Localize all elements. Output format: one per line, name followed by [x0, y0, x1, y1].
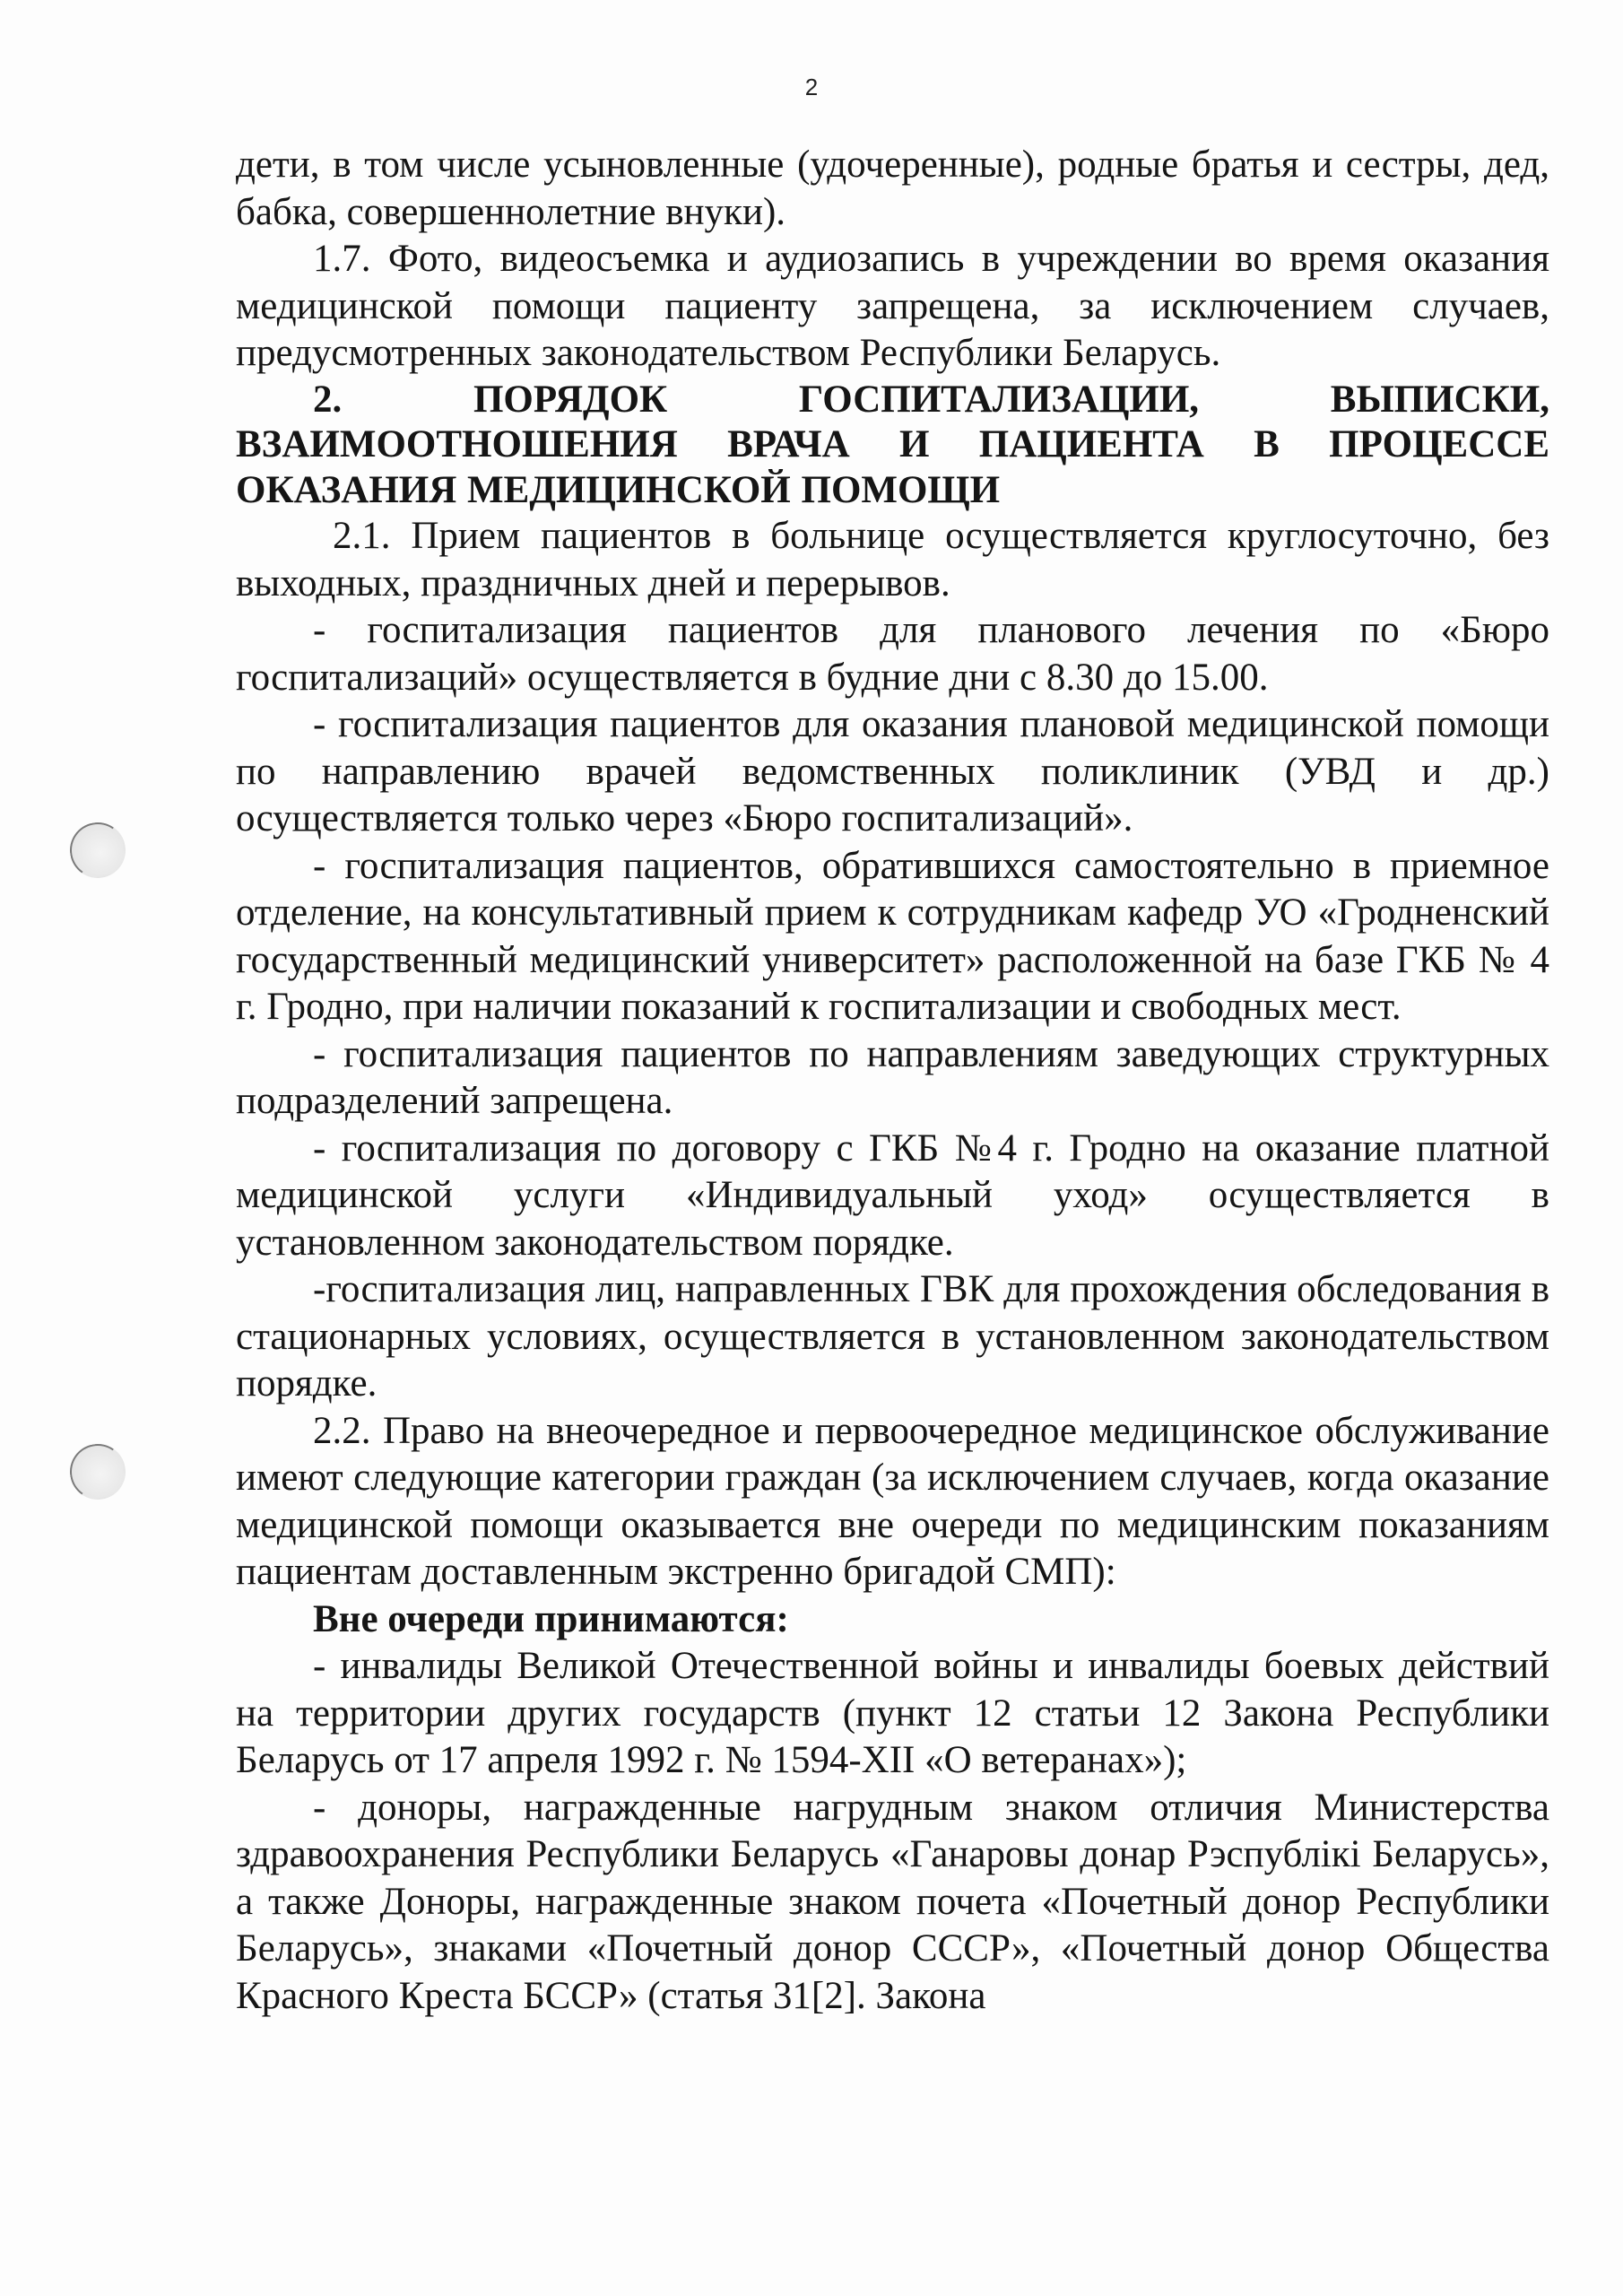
paragraph-continuation: дети, в том числе усыновленные (удочеренные), родные братья и сестры, дед, бабка, совершеннолетние внуки). — [236, 144, 1549, 233]
paragraph-2-2: 2.2. Право на внеочередное и первоочередное медицинское обслуживание имеют следующие категории граждан (за исключением случаев, когда оказание медицинской помощи оказывается вне очереди по медицинским показаниям пациентам доставленным экстренно бригадой СМП): — [236, 1409, 1549, 1593]
list-item-self-referral: - госпитализация пациентов, обратившихся самостоятельно в приемное отделение, на консультативный прием к сотрудникам кафедр УО «Гродненский государственный медицинский университет» расположенной на базе ГКБ № 4 г. Гродно, при наличии показаний к госпитализации и свободных мест. — [236, 844, 1549, 1028]
document-body — [236, 142, 1549, 2020]
page-number: 2 — [804, 74, 819, 100]
list-item-departmental-polyclinics: - госпитализация пациентов для оказания плановой медицинской помощи по направлению врачей ведомственных поликлиник (УВД и др.) осуществляется только через «Бюро госпитализаций». — [236, 703, 1549, 839]
list-item-gvk-referral: -госпитализация лиц, направленных ГВК для прохождения обследования в стационарных условиях, осуществляется в установленном законодательством порядке. — [236, 1268, 1549, 1405]
punch-hole-top — [65, 818, 130, 883]
paragraph-2-1: 2.1. Прием пациентов в больнице осуществляется круглосуточно, без выходных, праздничных дней и перерывов. — [236, 515, 1549, 604]
list-item-planned-hospitalization: - госпитализация пациентов для планового лечения по «Бюро госпитализаций» осуществляется в будние дни с 8.30 до 15.00. — [236, 609, 1549, 699]
paragraph-1-7: 1.7. Фото, видеосъемка и аудиозапись в учреждении во время оказания медицинской помощи пациенту запрещена, за исключением случаев, предусмотренных законодательством Республики Беларусь. — [236, 238, 1549, 374]
list-item-donors: - доноры, награжденные нагрудным знаком отличия Министерства здравоохранения Республики Беларусь «Ганаровы донар Рэспублікі Беларусь», а также Доноры, награжденные знаком почета «Почетный донор Республики Беларусь», знаками «Почетный донор СССР», «Почетный донор Общества Красного Креста БССР» (статья 31[2]. Закона — [236, 1786, 1549, 2017]
section-2-heading: 2. ПОРЯДОК ГОСПИТАЛИЗАЦИИ, ВЫПИСКИ, ВЗАИМООТНОШЕНИЯ ВРАЧА И ПАЦИЕНТА В ПРОЦЕССЕ ОКАЗАНИЯ МЕДИЦИНСКОЙ ПОМОЩИ — [236, 378, 1549, 511]
list-item-paid-service: - госпитализация по договору с ГКБ №4 г. Гродно на оказание платной медицинской услуги «Индивидуальный уход» осуществляется в установленном законодательством порядке. — [236, 1126, 1549, 1264]
punch-hole-bottom — [65, 1439, 130, 1504]
list-item-head-referrals-forbidden: - госпитализация пациентов по направлениям заведующих структурных подразделений запрещена. — [236, 1032, 1549, 1122]
list-item-war-invalids: - инвалиды Великой Отечественной войны и инвалиды боевых действий на территории других государств (пункт 12 статьи 12 Закона Республики Беларусь от 17 апреля 1992 г. № 1594-XII «О ветеранах»); — [236, 1645, 1549, 1781]
subheading-out-of-turn: Вне очереди принимаются: — [313, 1597, 789, 1640]
